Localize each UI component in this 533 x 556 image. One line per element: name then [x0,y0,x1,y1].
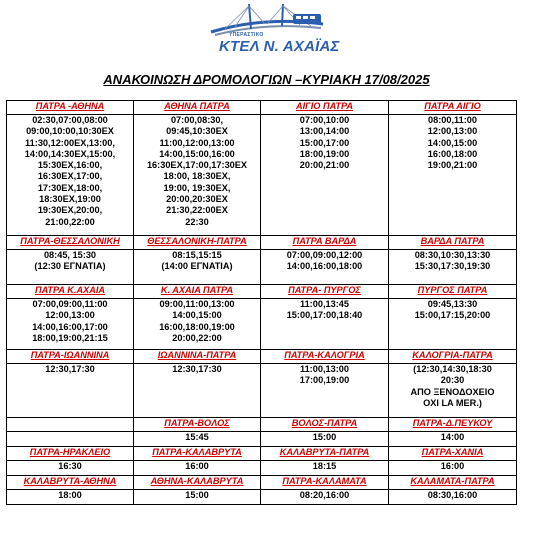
times-row [7,461,517,476]
departure-times [261,490,389,505]
route-label [7,418,134,432]
departure-time-line: 22:30 [185,216,209,227]
route-label: ΠΑΤΡΑ-ΧΑΝΙΑ [389,447,517,461]
departure-time-line: 15:00,17:00 [299,137,350,148]
departure-times [134,299,261,350]
logo-name: ΚΤΕΛ Ν. ΑΧΑΪΑΣ [219,38,340,55]
departure-time-line: 18:00 [58,490,82,500]
departure-time-line: 19:00,21:00 [427,160,478,171]
departure-time-line: 11:30,12:00ΕΧ,13:00, [25,137,115,148]
departure-time-line: 18:30ΕΧ,19:00 [39,194,101,205]
ktel-logo [205,2,340,58]
departure-times [134,461,261,476]
departure-time-line: ΑΠΟ ΞΕΝΟΔΟΧΕΙΟ [410,386,495,397]
departure-time-line: 09:45,10:30ΕΧ [166,126,228,137]
departure-time-line: 18:00,19:00,21:15 [32,332,108,343]
departure-times [134,490,261,505]
route-label: ΚΑΛΑΒΡΥΤΑ-ΠΑΤΡΑ [261,447,389,461]
departure-time-line: 15:00,17:00,18:40 [286,310,363,321]
departure-times [134,250,261,285]
times-row [7,490,517,505]
departure-time-line: 20:30 [440,375,465,386]
departure-time-line: 14:00,16:00,17:00 [32,321,108,332]
route-row [7,285,517,299]
departure-time-line: 11:00,12:00,13:00 [159,137,235,148]
route-label: ΑΘΗΝΑ ΠΑΤΡΑ [134,101,261,115]
departure-times [389,299,517,350]
departure-time-line: 17:00,19:00 [299,375,350,386]
departure-times [261,364,389,418]
times-row [7,115,517,236]
departure-time-line: 08:30,16:00 [427,490,478,500]
route-row [7,350,517,364]
departure-time-line: 07:00,09:00,11:00 [32,299,108,309]
route-label: ΚΑΛΑΜΑΤΑ-ΠΑΤΡΑ [389,476,517,490]
departure-time-line: 16:30ΕΧ,17:00, [37,171,103,182]
route-label: ΒΑΡΔΑ ΠΑΤΡΑ [389,236,517,250]
departure-time-line: 18:00, 18:30ΕΧ, [163,171,231,182]
departure-time-line: 14:00,16:00,18:00 [286,261,363,272]
logo-subtitle: ΥΠΕΡΑΣΤΙΚΟ [229,32,264,38]
times-row [7,364,517,418]
route-label: ΠΑΤΡΑ-ΗΡΑΚΛΕΙΟ [7,447,134,461]
departure-times [7,364,134,418]
departure-time-line: 08:00,11:00 [427,115,478,125]
route-label: ΠΑΤΡΑ-ΙΩΑΝΝΙΝΑ [7,350,134,364]
departure-time-line: 18:00,19:00 [299,148,350,159]
departure-time-line: 09:00,10:00,10:30ΕΧ [26,126,114,137]
route-label: ΠΑΤΡΑ ΑΙΓΙΟ [389,101,517,115]
departure-time-line: OXI LA MER.) [423,397,482,408]
departure-time-line: 19:00, 19:30ΕΧ, [163,182,231,193]
route-label: Κ. ΑΧΑΙΑ ΠΑΤΡΑ [134,285,261,299]
departure-time-line: 12:00,13:00 [45,310,95,321]
departure-time-line: 11:00,13:45 [299,299,350,309]
departure-time-line: 21:00,22:00 [45,216,95,227]
bridge-logo-icon [205,2,330,38]
route-label: ΠΑΤΡΑ -ΑΘΗΝΑ [7,101,134,115]
departure-time-line: 14:00,15:00,16:00 [159,148,235,159]
departure-time-line: 18:15 [312,461,337,471]
departure-times [261,250,389,285]
departure-time-line: 14:00,15:00 [172,310,222,321]
departure-time-line: (14:00 ΕΓΝΑΤΙΑ) [161,261,233,272]
departure-time-line: 15:30ΕΧ,16:00, [37,160,103,171]
departure-time-line: 08:30,10:30,13:30 [414,250,491,260]
times-row [7,432,517,447]
departure-time-line: 12:00,13:00 [427,126,478,137]
route-label: ΠΑΤΡΑ-Δ.ΠΕΥΚΟΥ [389,418,517,432]
departure-time-line: 07:00,10:00 [299,115,350,125]
departure-time-line: 15:45 [185,432,209,442]
departure-times [7,432,134,447]
times-row [7,299,517,350]
departure-time-line: 16:30ΕΧ,17:00,17:30ΕΧ [146,160,248,171]
departure-time-line: 16:00,18:00,19:00 [159,321,235,332]
route-label: ΠΑΤΡΑ-ΚΑΛΟΓΡΙΑ [261,350,389,364]
route-label: ΑΙΓΙΟ ΠΑΤΡΑ [261,101,389,115]
departure-time-line: 20:00,21:00 [299,160,350,171]
departure-times [389,364,517,418]
route-label: ΠΑΤΡΑ-ΚΑΛΑΜΑΤΑ [261,476,389,490]
route-label: ΠΑΤΡΑ-ΘΕΣΣΑΛΟΝΙΚΗ [7,236,134,250]
route-row [7,236,517,250]
departure-times [7,250,134,285]
route-row [7,447,517,461]
departure-times [134,115,261,236]
route-label: ΘΕΣΣΑΛΟΝΙΚΗ-ΠΑΤΡΑ [134,236,261,250]
departure-times [389,461,517,476]
departure-times [134,364,261,418]
departure-time-line: 16:30 [58,461,82,471]
departure-time-line: 02:30,07:00,08:00 [32,115,108,125]
departure-time-line: 15:30,17:30,19:30 [414,261,491,272]
departure-time-line: 08:45, 15:30 [43,250,97,260]
route-label: ΑΘΗΝΑ-ΚΑΛΑΒΡΥΤΑ [134,476,261,490]
departure-times [389,432,517,447]
departure-time-line: 12:30,17:30 [45,364,95,374]
departure-times [261,432,389,447]
departure-time-line: 14:00 [440,432,465,442]
departure-time-line: 08:20,16:00 [299,490,350,500]
departure-time-line: 07:00,09:00,12:00 [286,250,363,260]
times-row [7,250,517,285]
departure-time-line: 15:00,17:15,20:00 [414,310,491,321]
departure-time-line: 09:00,11:00,13:00 [159,299,235,309]
departure-times [7,299,134,350]
departure-times [134,432,261,447]
departure-time-line: 21:30,22:00ΕΧ [166,205,228,216]
route-label: ΠΑΤΡΑ- ΠΥΡΓΟΣ [261,285,389,299]
route-label: ΠΑΤΡΑ ΒΑΡΔΑ [261,236,389,250]
departure-times [389,250,517,285]
departure-time-line: 13:00,14:00 [299,126,350,137]
route-label: ΙΩΑΝΝΙΝΑ-ΠΑΤΡΑ [134,350,261,364]
departure-time-line: 14:00,14:30ΕΧ,15:00, [24,148,116,159]
page-title: ΑΝΑΚΟΙΝΩΣΗ ΔΡΟΜΟΛΟΓΙΩΝ –ΚΥΡΙΑΚΗ 17/08/2025 [103,72,430,87]
departure-time-line: 16:00 [185,461,209,471]
departure-time-line: 20:00,20:30ΕΧ [166,194,228,205]
departure-time-line: 11:00,13:00 [299,364,350,374]
route-label: ΚΑΛΟΓΡΙΑ-ΠΑΤΡΑ [389,350,517,364]
departure-times [261,461,389,476]
departure-time-line: 16:00 [440,461,465,471]
departure-times [7,461,134,476]
schedule-table [6,100,517,505]
route-row [7,418,517,432]
departure-time-line: 15:00 [312,432,337,442]
departure-time-line: (12:30 ΕΓΝΑΤΙΑ) [34,261,106,272]
departure-time-line: 17:30ΕΧ,18:00, [37,182,103,193]
departure-time-line: 09:45,13:30 [427,299,478,309]
departure-time-line: 16:00,18:00 [427,148,478,159]
departure-times [389,490,517,505]
route-label: ΚΑΛΑΒΡΥΤΑ-ΑΘΗΝΑ [7,476,134,490]
departure-time-line: 14:00,15:00 [427,137,478,148]
departure-time-line: 20:00,22:00 [172,332,222,343]
route-label: ΒΟΛΟΣ-ΠΑΤΡΑ [261,418,389,432]
departure-time-line: 07:00,08:30, [170,115,224,125]
departure-time-line: 19:30ΕΧ,20:00, [37,205,103,216]
departure-times [261,299,389,350]
route-label: ΠΑΤΡΑ-ΚΑΛΑΒΡΥΤΑ [134,447,261,461]
route-label: ΠΥΡΓΟΣ ΠΑΤΡΑ [389,285,517,299]
route-row [7,476,517,490]
departure-time-line: 15:00 [185,490,209,500]
departure-times [389,115,517,236]
route-row [7,101,517,115]
departure-time-line: (12:30,14:30,18:30 [413,364,492,374]
departure-time-line: 12:30,17:30 [172,364,222,374]
departure-times [7,490,134,505]
route-label: ΠΑΤΡΑ-ΒΟΛΟΣ [134,418,261,432]
departure-times [7,115,134,236]
route-label: ΠΑΤΡΑ Κ.ΑΧΑΙΑ [7,285,134,299]
departure-times [261,115,389,236]
departure-time-line: 08:15,15:15 [172,250,222,260]
